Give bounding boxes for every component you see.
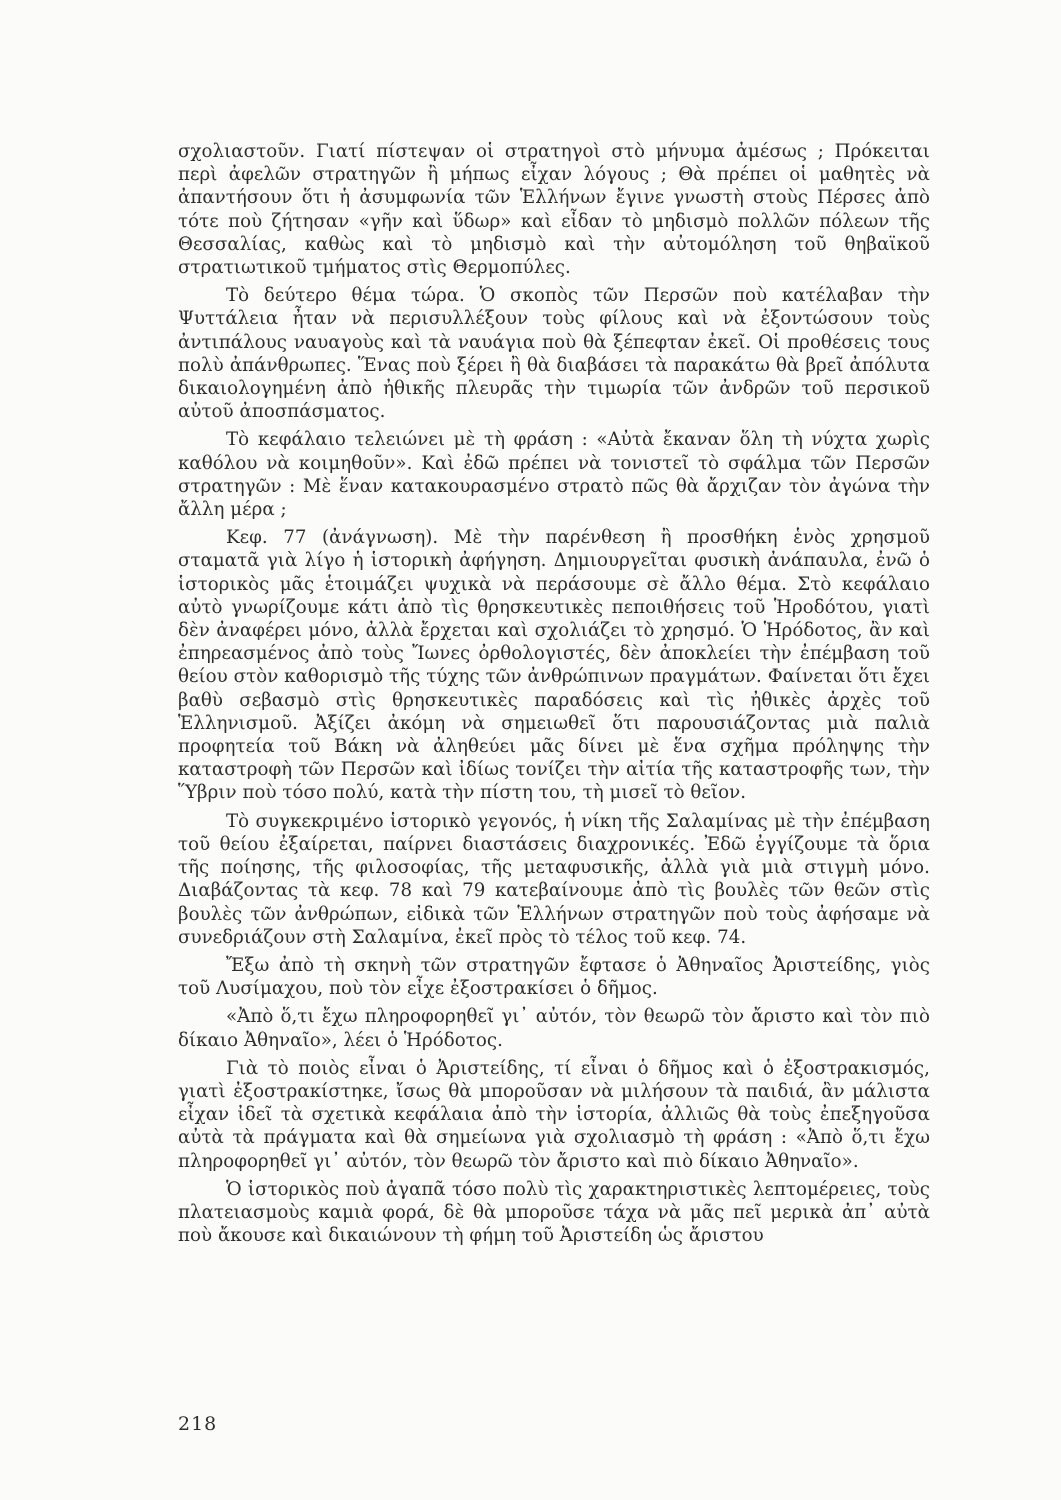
paragraph-1: σχολιαστοῦν. Γιατί πίστεψαν οἱ στρατηγοὶ στὸ μήνυμα ἀμέσως ; Πρόκειται περὶ ἀφελῶν στρατηγῶν ἢ μήπως εἶχαν λόγους ; Θὰ πρέπει οἱ μαθητὲς νὰ ἀπαντήσουν ὅτι ἡ ἀσυμφωνία τῶν Ἑλλήνων ἔγινε γνωστὴ στοὺς Πέρσες ἀπὸ τότε ποὺ ζήτησαν «γῆν καὶ ὕδωρ» καὶ εἶδαν τὸ μηδισμὸ πολλῶν πόλεων τῆς Θεσσαλίας, καθὼς καὶ τὸ μηδισμὸ καὶ τὴν αὐτομόληση τοῦ θηβαϊκοῦ στρατιωτικοῦ τμήματος στὶς Θερμοπύλες. — [178, 141, 930, 279]
paragraph-6: Ἔξω ἀπὸ τὴ σκηνὴ τῶν στρατηγῶν ἔφτασε ὁ Ἀθηναῖος Ἀριστείδης, γιὸς τοῦ Λυσίμαχου, ποὺ τὸν εἶχε ἐξοστρακίσει ὁ δῆμος. — [178, 954, 930, 1000]
paragraph-8: Γιὰ τὸ ποιὸς εἶναι ὁ Ἀριστείδης, τί εἶναι ὁ δῆμος καὶ ὁ ἐξοστρακισμός, γιατὶ ἐξοστρακίστηκε, ἴσως θὰ μποροῦσαν νὰ μιλήσουν τὰ παιδιά, ἂν μάλιστα εἶχαν ἰδεῖ τὰ σχετικὰ κεφάλαια ἀπὸ τὴν ἱστορία, ἀλλιῶς θὰ τοὺς ἐπεξηγοῦσα αὐτὰ τὰ πράγματα καὶ θὰ σημείωνα γιὰ σχολιασμὸ τὴ φράση : «Ἀπὸ ὅ,τι ἔχω πληροφορηθεῖ γι᾽ αὐτόν, τὸν θεωρῶ τὸν ἄριστο καὶ πιὸ δίκαιο Ἀθηναῖο». — [178, 1057, 930, 1172]
paragraph-9: Ὁ ἱστορικὸς ποὺ ἀγαπᾶ τόσο πολὺ τὶς χαρακτηριστικὲς λεπτομέρειες, τοὺς πλατειασμοὺς καμιὰ φορά, δὲ θὰ μποροῦσε τάχα νὰ μᾶς πεῖ μερικὰ ἀπ᾽ αὐτὰ ποὺ ἄκουσε καὶ δικαιώνουν τὴ φήμη τοῦ Ἀριστείδη ὡς ἄριστου — [178, 1178, 930, 1247]
body-text — [178, 140, 930, 1252]
paragraph-4: Κεφ. 77 (ἀνάγνωση). Μὲ τὴν παρένθεση ἢ προσθήκη ἑνὸς χρησμοῦ σταματᾶ γιὰ λίγο ἡ ἱστορικὴ ἀφήγηση. Δημιουργεῖται φυσικὴ ἀνάπαυλα, ἐνῶ ὁ ἱστορικὸς μᾶς ἑτοιμάζει ψυχικὰ νὰ περάσουμε σὲ ἄλλο θέμα. Στὸ κεφάλαιο αὐτὸ γνωρίζουμε κάτι ἀπὸ τὶς θρησκευτικὲς πεποιθήσεις τοῦ Ἡροδότου, γιατὶ δὲν ἀναφέρει μόνο, ἀλλὰ ἔρχεται καὶ σχολιάζει τὸ χρησμό. Ὁ Ἡρόδοτος, ἂν καὶ ἐπηρεασμένος ἀπὸ τοὺς Ἴωνες ὀρθολογιστές, δὲν ἀποκλείει τὴν ἐπέμβαση τοῦ θείου στὸν καθορισμὸ τῆς τύχης τῶν ἀνθρώπινων πραγμάτων. Φαίνεται ὅτι ἔχει βαθὺ σεβασμὸ στὶς θρησκευτικὲς παραδόσεις καὶ τὶς ἠθικὲς ἀρχὲς τοῦ Ἑλληνισμοῦ. Ἀξίζει ἀκόμη νὰ σημειωθεῖ ὅτι παρουσιάζοντας μιὰ παλιὰ προφητεία τοῦ Βάκη νὰ ἀληθεύει μᾶς δίνει μὲ ἕνα σχῆμα πρόληψης τὴν καταστροφὴ τῶν Περσῶν καὶ ἰδίως τονίζει τὴν αἰτία τῆς καταστροφῆς των, τὴν Ὕβριν ποὺ τόσο πολύ, κατὰ τὴν πίστη του, τὴ μισεῖ τὸ θεῖον. — [178, 527, 930, 804]
paragraph-7: «Ἀπὸ ὅ,τι ἔχω πληροφορηθεῖ γι᾽ αὐτόν, τὸν θεωρῶ τὸν ἄριστο καὶ τὸν πιὸ δίκαιο Ἀθηναῖο», λέει ὁ Ἡρόδοτος. — [178, 1006, 930, 1051]
paragraph-3: Τὸ κεφάλαιο τελειώνει μὲ τὴ φράση : «Αὐτὰ ἔκαναν ὅλη τὴ νύχτα χωρὶς καθόλου νὰ κοιμηθοῦν». Καὶ ἐδῶ πρέπει νὰ τονιστεῖ τὸ σφάλμα τῶν Περσῶν στρατηγῶν : Μὲ ἕναν κατακουρασμένο στρατὸ πῶς θὰ ἄρχιζαν τὸν ἀγώνα τὴν ἄλλη μέρα ; — [178, 429, 930, 521]
page-number: 218 — [178, 1413, 218, 1435]
paragraph-5: Τὸ συγκεκριμένο ἱστορικὸ γεγονός, ἡ νίκη τῆς Σαλαμίνας μὲ τὴν ἐπέμβαση τοῦ θείου ἐξαίρεται, παίρνει διαστάσεις διαχρονικές. Ἐδῶ ἐγγίζουμε τὰ ὅρια τῆς ποίησης, τῆς φιλοσοφίας, τῆς μεταφυσικῆς, ἀλλὰ γιὰ μιὰ στιγμὴ μόνο. Διαβάζοντας τὰ κεφ. 78 καὶ 79 κατεβαίνουμε ἀπὸ τὶς βουλὲς τῶν θεῶν στὶς βουλὲς τῶν ἀνθρώπων, εἰδικὰ τῶν Ἑλλήνων στρατηγῶν ποὺ τοὺς ἀφήσαμε νὰ συνεδριάζουν στὴ Σαλαμίνα, ἐκεῖ πρὸς τὸ τέλος τοῦ κεφ. 74. — [178, 810, 930, 948]
paragraph-2: Τὸ δεύτερο θέμα τώρα. Ὁ σκοπὸς τῶν Περσῶν ποὺ κατέλαβαν τὴν Ψυττάλεια ἦταν νὰ περισυλλέξουν τοὺς φίλους καὶ νὰ ἐξοντώσουν τοὺς ἀντιπάλους ναυαγοὺς καὶ τὰ ναυάγια ποὺ θὰ ξέπεφταν ἐκεῖ. Οἱ προθέσεις τους πολὺ ἀπάνθρωπες. Ἕνας ποὺ ξέρει ἢ θὰ διαβάσει τὰ παρακάτω θὰ βρεῖ ἀπόλυτα δικαιολογημένη ἀπὸ ἠθικῆς πλευρᾶς τὴν τιμωρία τῶν ἀνδρῶν τοῦ περσικοῦ αὐτοῦ ἀποσπάσματος. — [178, 285, 930, 423]
